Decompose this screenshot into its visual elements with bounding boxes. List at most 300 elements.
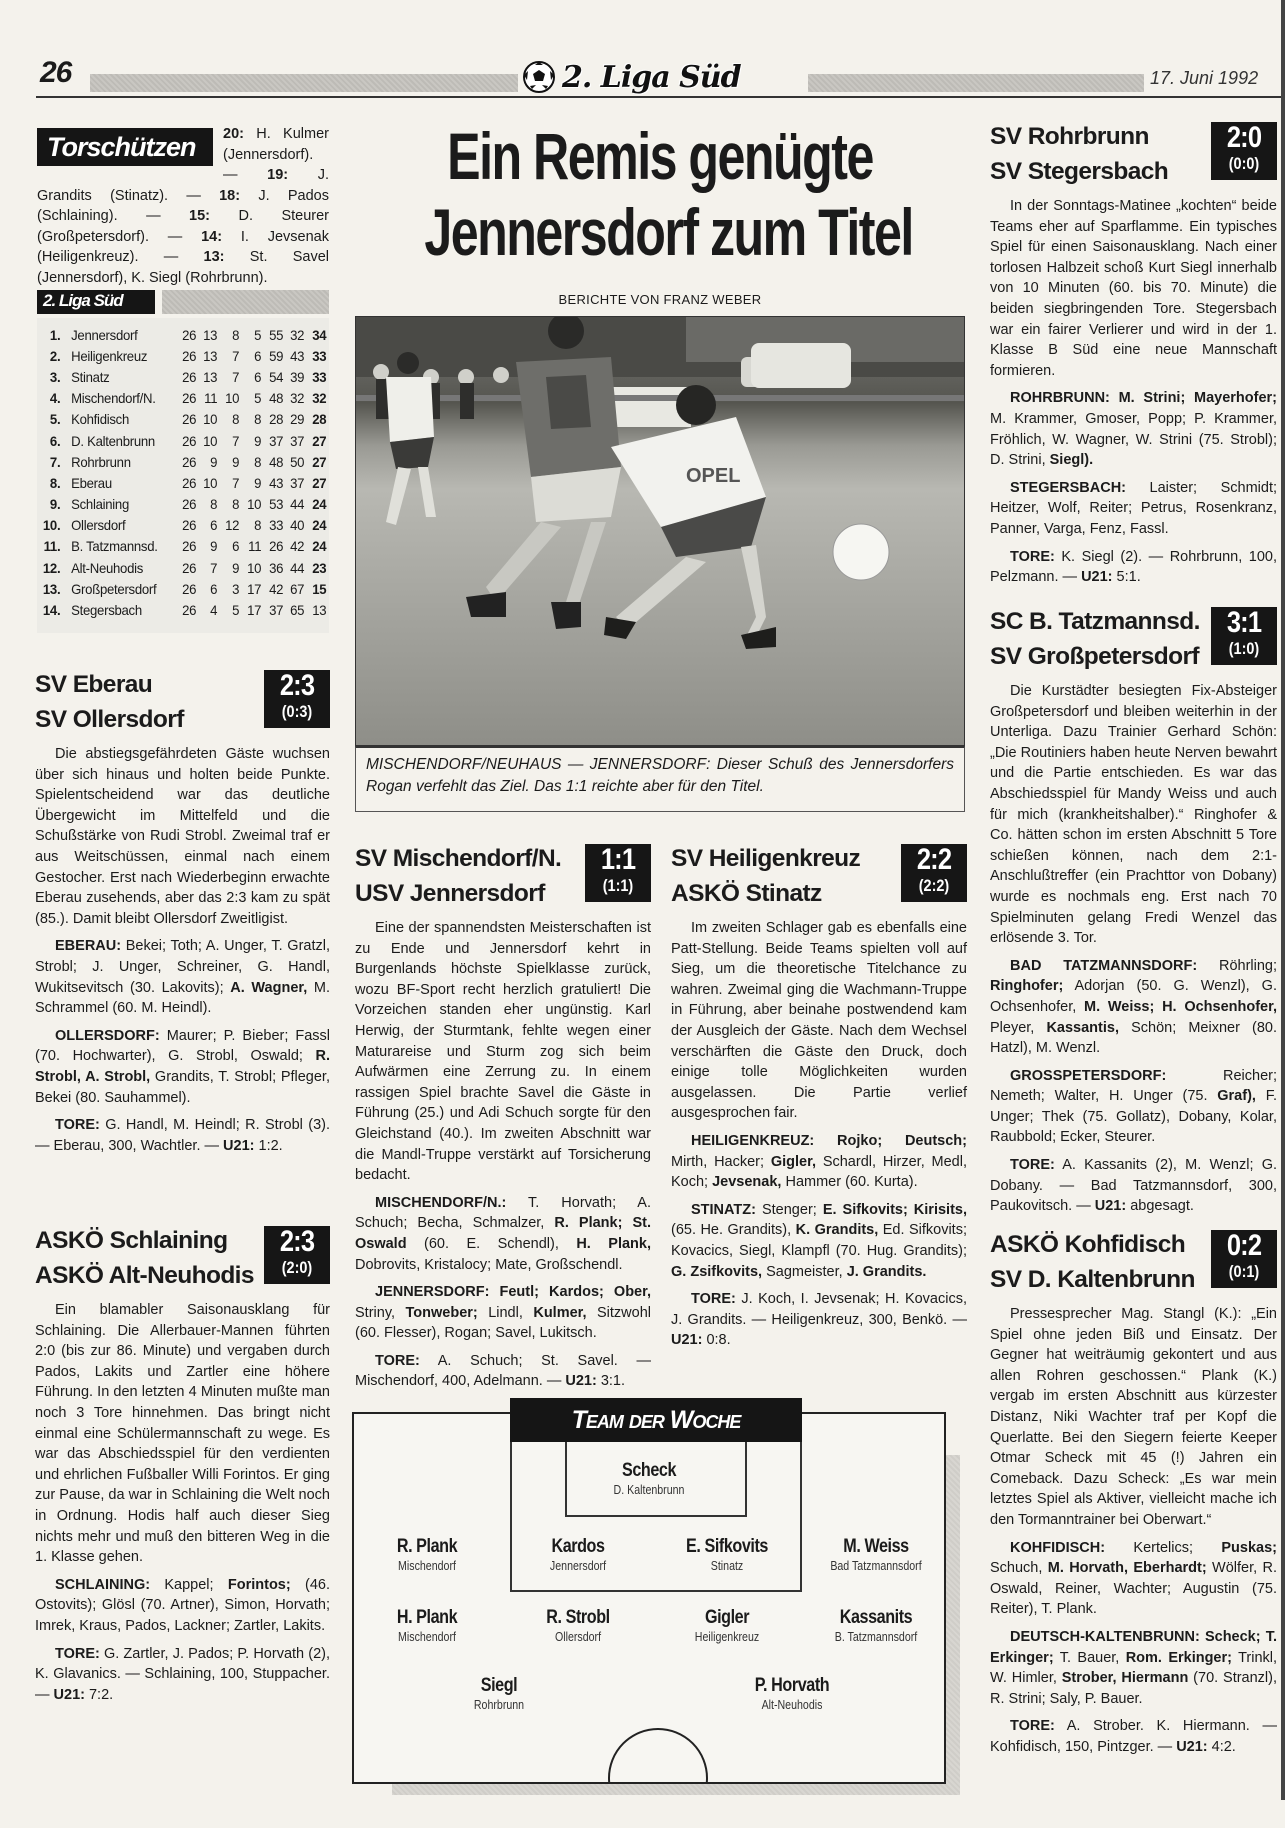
player-club: Stinatz [710, 1559, 744, 1573]
team: Heiligenkreuz [71, 347, 148, 364]
text: In der Sonntags-Matinee „kochten“ beide Teams eher auf Sparflamme. Ein typisches Spiel für einen Saisonausklang. Nach einer torlosen Halbzeit schoß Kurt Siegl innerhalb von 10 Minuten (60. bis 70. Minute) die beiden siegbringenden Tore. Stegersbach war ein fairer Verlierer und wird in der 1. Klasse B Süd eine neue Mannschaft formieren. [990, 198, 1277, 379]
team: Eberau [71, 474, 112, 491]
team-of-week-player [347, 1536, 507, 1574]
headline-line-2: Jennersdorf zum Titel [424, 195, 913, 269]
draws: 6 [232, 538, 240, 555]
standings-title: 2. Liga Süd [37, 290, 155, 314]
wins: 10 [203, 411, 218, 428]
losses: 8 [254, 411, 262, 428]
bold-text: U21: [1094, 1198, 1127, 1215]
draws: 7 [232, 347, 240, 364]
text: Schön; Meixner (80. Hatzl), M. Wenzl. [990, 1019, 1277, 1057]
report-paragraph [990, 547, 1277, 588]
report-paragraph [35, 1115, 330, 1156]
text: Eine der spannendsten Meisterschaften ist zu Ende und Jennersdorf kehrt in Burgenlands höchste Spielklasse zurück, wozu BF-Sport recht herzlich gratuliert! Die Vorzeichen standen eher ungünstig. Karl Herwig, der Sturmtank, fehlte wegen einer Maturareise und Sturm zog sich beim Aufwärmen eine Zerrung zu. In einem rassigen Spiel brachte Savel die Gäste in Führung (25.) und Adi Schuch sorgte für den Gleichstand (40.). Im zweiten Abschnitt war die Mandl-Truppe verstärkt auf Torsicherung bedacht. [355, 920, 651, 1184]
player-name: H. Plank [396, 1607, 458, 1628]
bold-text: 18: [219, 187, 241, 204]
report-paragraph [990, 478, 1277, 540]
away-team: SV Großpetersdorf [990, 643, 1199, 670]
match-heading [990, 603, 1277, 677]
text: (60. E. Schendl), [406, 1235, 577, 1252]
halftime-score: (1:0) [1228, 639, 1260, 658]
points: 27 [312, 453, 327, 470]
text: T. Horvath; A. Schuch; Becha, Schmalzer, [355, 1194, 651, 1232]
text: H. Kulmer (Jennersdorf). — [223, 126, 329, 183]
final-score: 0:2 [1226, 1229, 1262, 1262]
bold-text: GROSSPETERSDORF: [1010, 1067, 1167, 1084]
rank: 11. [43, 538, 61, 555]
bold-text: A. Wagner, [230, 979, 308, 996]
report-paragraph [990, 196, 1277, 381]
standings-table [37, 318, 329, 633]
team-of-week-player [796, 1607, 956, 1645]
goals-for: 37 [268, 432, 283, 449]
home-team: SV Rohrbrunn [990, 123, 1149, 150]
draws: 9 [232, 453, 240, 470]
text: K. Siegl (2). — Rohrbrunn, 100, Pelzmann. — [990, 548, 1277, 586]
team: Stegersbach [71, 602, 142, 619]
player-club: Mischendorf [398, 1559, 456, 1573]
bold-text: 14: [201, 228, 223, 245]
player-club: Mischendorf [398, 1630, 456, 1644]
text: J. Grandits (Stinatz). — [37, 167, 329, 204]
section-logo [522, 58, 802, 96]
losses: 17 [247, 580, 262, 597]
text: Pleyer, [990, 1019, 1047, 1036]
report-paragraph [990, 956, 1277, 1059]
goals-against: 42 [290, 538, 305, 555]
bold-text: STEGERSBACH: [1010, 479, 1127, 496]
bold-text: 20: [223, 126, 244, 142]
text: 4:2. [1207, 1738, 1236, 1755]
report-paragraph [671, 1131, 967, 1193]
text: Sagmeister, [762, 1263, 847, 1280]
player-name: E. Sifkovits [686, 1536, 768, 1557]
text: Schardl, Hirzer, Medl, Koch; [671, 1153, 968, 1191]
points: 33 [312, 347, 327, 364]
goals-against: 50 [290, 453, 305, 470]
bold-text: 15: [189, 208, 211, 224]
rank: 13. [42, 580, 61, 597]
text: Schuch, [990, 1560, 1048, 1577]
section-logo-text: 2. Liga Süd [562, 59, 741, 95]
player-club: Rohrbrunn [473, 1698, 525, 1712]
text: Reicher; Nemeth; Walter, H. Unger (75. [990, 1067, 1277, 1105]
rank: 10. [42, 517, 61, 534]
points: 24 [312, 538, 327, 555]
final-score: 3:1 [1226, 606, 1262, 639]
halftime-score: (1:1) [602, 876, 634, 895]
photo-caption: MISCHENDORF/NEUHAUS — JENNERSDORF: Dieser Schuß des Jennersdorfers Rogan verfehlt das Ziel. Das 1:1 reichte aber für den Titel. [355, 746, 965, 812]
bold-text: KOHFIDISCH: [1010, 1539, 1106, 1556]
rank: 5. [49, 411, 61, 428]
rank: 12. [42, 559, 61, 576]
text: 7:2. [84, 1686, 114, 1703]
losses: 5 [254, 390, 262, 407]
score-box [901, 844, 967, 902]
text: Grandits, T. Strobl; Pfleger, Bekei (80. Sauhammel). [35, 1068, 330, 1106]
losses: 10 [247, 559, 262, 576]
halftime-score: (0:1) [1228, 1262, 1260, 1281]
draws: 9 [232, 559, 240, 576]
match-report-eberau [35, 666, 330, 1163]
goals-against: 37 [290, 474, 305, 491]
player-name: M. Weiss [843, 1536, 909, 1557]
bold-text: R. Plank; St. Oswald [355, 1215, 651, 1252]
team-of-week-player [647, 1536, 807, 1574]
losses: 6 [254, 368, 262, 385]
text: 1:2. [254, 1137, 283, 1154]
goals-for: 48 [268, 453, 283, 470]
away-team: ASKÖ Stinatz [671, 880, 822, 907]
rank: 8. [49, 474, 61, 491]
standings-row [37, 409, 329, 430]
team: Jennersdorf [71, 326, 138, 343]
bold-text: STINATZ: [691, 1201, 756, 1218]
points: 34 [312, 326, 327, 343]
text: Dobrovits, Kristalocy; Mate, Großschendl. [355, 1256, 623, 1273]
home-team: SV Eberau [35, 671, 153, 698]
player-club: Bad Tatzmannsdorf [830, 1559, 922, 1573]
text: F. Unger; Thek (75. Gollatz), Dobany, Kolar, Raubbold; Ecker, Steurer. [990, 1088, 1277, 1146]
standings-row [37, 599, 329, 620]
games: 26 [181, 602, 196, 619]
text: St. Savel (Jennersdorf), K. Siegl (Rohrbrunn). [37, 249, 329, 286]
match-heading [35, 1222, 330, 1296]
points: 23 [312, 559, 327, 576]
text: Pressesprecher Mag. Stangl (K.): „Ein Spiel ohne jeden Biß und Einsatz. Der Gegner hat weiträumig gekontert und aus allen Rohren geschossen.“ Plank (K.) vergab im ersten Abschnitt aus kürzester Distanz, Niki Wachter traf per Kopf die Querlatte. Bei den Siegern feierte Keeper Otmar Scheck mit 45 (!) Jahren ein Comeback. Dazu Scheck: „Es war mein letztes Spiel als Aktiver, vielleicht mache ich den Tormanntrainer bei Oberwart.“ [990, 1306, 1277, 1528]
text: Adorjan (50. G. Wenzl), G. Ochsenhofer, [990, 978, 1277, 1015]
text: I. Jevsenak (Heiligenkreuz). — [37, 228, 329, 265]
losses: 11 [248, 538, 262, 555]
text: D. Steurer (Großpetersdorf). — [37, 208, 330, 245]
goals-for: 33 [268, 517, 283, 534]
games: 26 [181, 411, 196, 428]
rank: 7. [49, 453, 61, 470]
text: Bekei; Toth; A. Unger, T. Gratzl, Strobl; J. Unger, Schreiner, G. Handl, Wukitsevitsch (30. Lakovits); [35, 938, 330, 996]
bold-text: Graf), [1217, 1088, 1256, 1105]
page-number: 26 [40, 56, 72, 89]
wins: 10 [203, 432, 218, 449]
games: 26 [181, 517, 196, 534]
goals-for: 36 [268, 559, 283, 576]
away-team: USV Jennersdorf [355, 880, 545, 907]
wins: 4 [210, 602, 218, 619]
bold-text: TORE: [375, 1352, 420, 1369]
report-paragraph [990, 1304, 1277, 1531]
report-paragraph [355, 918, 651, 1186]
wins: 9 [210, 538, 218, 555]
bold-text: E. Sifkovits; Kirisits, [822, 1201, 967, 1218]
bold-text: Kassantis, [1046, 1019, 1119, 1036]
text: Röhrling; [1197, 957, 1277, 974]
match-heading [990, 118, 1277, 192]
text: (70. Stranzl), R. Strini; Saly, P. Bauer. [990, 1670, 1278, 1707]
standings-row [37, 324, 329, 345]
score-box [1211, 1230, 1277, 1288]
text: Maurer; P. Bieber; Fassl (70. Hochwarter), G. Strobl, Oswald; [35, 1027, 330, 1065]
halftime-score: (2:0) [281, 1258, 313, 1277]
match-photo-image [356, 317, 965, 746]
match-report-mischendorf [355, 840, 651, 1399]
wins: 8 [210, 496, 218, 513]
team: Rohrbrunn [71, 453, 131, 470]
standings-row [37, 472, 329, 493]
bold-text: OLLERSDORF: [55, 1027, 160, 1044]
header-bar-left [90, 74, 518, 92]
bold-text: TORE: [55, 1117, 100, 1134]
goals-against: 65 [290, 602, 305, 619]
goals-against: 44 [290, 559, 305, 576]
bold-text: 19: [267, 167, 289, 183]
score-box [1211, 607, 1277, 665]
bold-text: U21: [565, 1373, 597, 1390]
team-of-week-player [796, 1536, 956, 1574]
points: 15 [312, 580, 327, 597]
home-team: ASKÖ Kohfidisch [990, 1231, 1186, 1258]
bold-text: EBERAU: [55, 938, 122, 955]
goals-against: 32 [290, 326, 305, 343]
points: 32 [312, 390, 327, 407]
report-paragraph [35, 1575, 330, 1637]
text: Stenger; [755, 1201, 823, 1218]
bold-text: SCHLAINING: [55, 1576, 151, 1593]
bold-text: Tonweber; [405, 1304, 478, 1321]
team: Alt-Neuhodis [71, 559, 144, 576]
final-score: 2:3 [279, 669, 315, 702]
team: Stinatz [71, 368, 110, 385]
report-paragraph [671, 1200, 967, 1282]
match-report-heiligenkreuz [671, 840, 967, 1358]
team: Ollersdorf [71, 517, 126, 534]
losses: 8 [254, 517, 262, 534]
match-heading [35, 666, 330, 740]
player-name: Kardos [551, 1536, 605, 1557]
issue-date: 17. Juni 1992 [1150, 68, 1259, 88]
points: 27 [312, 474, 327, 491]
report-paragraph [355, 1193, 651, 1275]
report-paragraph [35, 1644, 330, 1706]
bold-text: U21: [1176, 1738, 1208, 1755]
team: Kohfidisch [71, 411, 130, 428]
team-of-week-player [712, 1675, 872, 1713]
games: 26 [181, 347, 196, 364]
bold-text: M. Weiss; H. Ochsenhofer, [1084, 998, 1277, 1015]
text: Sitzwohl (60. Flesser), Rogan; Savel, Lukitsch. [355, 1304, 651, 1342]
team-of-week-player [347, 1607, 507, 1645]
games: 26 [181, 538, 196, 555]
text: Ein blamabler Saisonausklang für Schlaining. Die Allerbauer-Mannen führten 2:0 (bis zur 86. Minute) und vergaben durch Pados, Lakits und Zartler eine höhere Führung. In den letzten 4 Minuten mußte man noch 3 Tore hinnehmen. Das bringt nicht einmal eine Schülermannschaft zu wege. Es war das Abschiedsspiel für den verdienten und ehrlichen Fußballer Willi Forintos. Er ging zur Pause, da war in Schlaining die Welt noch in Ordnung. Hodis half auch dieser Sieg nichts mehr und muß den bitteren Weg in die 1. Klasse gehen. [35, 1302, 330, 1566]
wins: 13 [203, 347, 218, 364]
bold-text: M. Horvath, Eberhardt; [1047, 1560, 1207, 1577]
rank: 4. [49, 390, 61, 407]
standings-row [37, 388, 329, 409]
standings-row [37, 578, 329, 599]
player-name: R. Plank [396, 1536, 458, 1557]
bold-text: J. Grandits. [846, 1263, 927, 1280]
bold-text: DEUTSCH-KALTENBRUNN: Scheck; T. Erkinger; [990, 1628, 1277, 1666]
home-team: SV Heiligenkreuz [671, 845, 861, 872]
standings-row [37, 451, 329, 472]
draws: 5 [232, 602, 240, 619]
final-score: 2:0 [1226, 121, 1262, 154]
games: 26 [181, 390, 196, 407]
bold-text: U21: [671, 1332, 703, 1349]
standings-row [37, 430, 329, 451]
team: B. Tatzmannsd. [71, 538, 158, 555]
text: (65. He. Grandits), [671, 1222, 796, 1239]
games: 26 [181, 496, 196, 513]
team: Großpetersdorf [71, 580, 157, 597]
player-name: P. Horvath [754, 1675, 830, 1696]
bold-text: H. Plank, [576, 1235, 651, 1252]
standings-row [37, 366, 329, 387]
wins: 7 [210, 559, 218, 576]
losses: 9 [254, 474, 262, 491]
report-paragraph [990, 388, 1277, 470]
wins: 13 [203, 326, 218, 343]
bold-text: Rom. Erkinger; [1125, 1649, 1232, 1666]
points: 13 [312, 602, 327, 619]
match-photo [355, 316, 965, 746]
text: M. Schrammel (60. M. Heindl). [35, 979, 330, 1017]
team-of-week-player [647, 1607, 807, 1645]
score-box [1211, 122, 1277, 180]
goals-against: 43 [290, 347, 305, 364]
standings-row [37, 494, 329, 515]
goals-for: 26 [268, 538, 283, 555]
report-paragraph [671, 1289, 967, 1351]
rank: 3. [49, 368, 61, 385]
player-name: R. Strobl [546, 1607, 610, 1628]
games: 26 [181, 432, 196, 449]
text: Kappel; [150, 1576, 228, 1593]
draws: 8 [232, 326, 240, 343]
bold-text: U21: [1081, 569, 1113, 586]
player-club: Ollersdorf [554, 1630, 602, 1644]
header-bar-right [808, 74, 1144, 92]
bold-text: K. Grandits, [795, 1222, 879, 1239]
svg-text:OPEL: OPEL [686, 465, 741, 487]
games: 26 [181, 559, 196, 576]
draws: 3 [232, 580, 240, 597]
bold-text: ROHRBRUNN: M. Strini; Mayerhofer; [1010, 390, 1277, 407]
team: Mischendorf/N. [71, 390, 156, 407]
games: 26 [181, 453, 196, 470]
goals-against: 32 [290, 390, 305, 407]
bold-text: Gigler, [770, 1153, 816, 1170]
bold-text: G. Zsifkovits, [671, 1263, 763, 1280]
wins: 10 [203, 474, 218, 491]
player-club: Alt-Neuhodis [761, 1698, 823, 1712]
report-paragraph [990, 1716, 1277, 1757]
text: Die abstiegsgefährdeten Gäste wuchsen über sich hinaus und holten beide Punkte. Spielentscheidend war das deutliche Übergewicht im Mittelfeld und die Schußstärke von Rudi Strobl. Zweimal traf er aus Weitschüssen, einmal nach einem Gestocher. Erst nach Wiederbeginn erwachte Eberau zusehends, aber das 2:3 kam zu spät (85.). Damit bleibt Ollersdorf Zweitligist. [35, 746, 330, 927]
text: Hammer (60. Kurta). [781, 1174, 918, 1191]
bold-text: U21: [223, 1137, 255, 1154]
draws: 7 [232, 368, 240, 385]
draws: 7 [232, 474, 240, 491]
wins: 11 [204, 390, 218, 407]
losses: 6 [254, 347, 262, 364]
report-paragraph [355, 1282, 651, 1344]
final-score: 2:2 [916, 843, 952, 876]
rank: 2. [49, 347, 61, 364]
text: Lindl, [477, 1304, 534, 1321]
text: A. Schuch; St. Savel. — Mischendorf, 400, Adelmann. — [355, 1352, 651, 1390]
match-report-tatzmannsdorf [990, 603, 1277, 1224]
points: 33 [312, 368, 327, 385]
report-paragraph [990, 1627, 1277, 1709]
score-box [264, 670, 330, 728]
bold-text: TORE: [1010, 548, 1055, 565]
away-team: ASKÖ Alt-Neuhodis [35, 1262, 254, 1289]
match-heading [990, 1226, 1277, 1300]
goals-against: 67 [290, 580, 305, 597]
standings-row [37, 557, 329, 578]
halftime-score: (0:3) [281, 702, 313, 721]
page-edge-shadow [1281, 0, 1285, 1800]
losses: 10 [247, 496, 262, 513]
losses: 8 [254, 453, 262, 470]
text: M. Krammer, Gmoser, Popp; P. Krammer, Fröhlich, W. Wagner, W. Strini (75. Strobl); D. Strini, [990, 410, 1277, 469]
wins: 6 [210, 580, 218, 597]
goals-against: 39 [290, 368, 305, 385]
games: 26 [181, 368, 196, 385]
bold-text: MISCHENDORF/N.: [375, 1194, 507, 1211]
games: 26 [181, 326, 196, 343]
bold-text: 13: [203, 249, 225, 265]
center-circle-arc [608, 1728, 708, 1828]
team: D. Kaltenbrunn [71, 432, 155, 449]
bold-text: Forintos; [227, 1576, 291, 1593]
halftime-score: (2:2) [918, 876, 950, 895]
bold-text: U21: [53, 1686, 85, 1703]
report-paragraph [990, 1155, 1277, 1217]
goals-for: 37 [268, 602, 283, 619]
header-rule [36, 96, 1281, 98]
player-name: Scheck [621, 1460, 677, 1481]
team-of-week-player [498, 1536, 658, 1574]
report-paragraph [990, 1538, 1277, 1620]
wins: 6 [210, 517, 218, 534]
byline: BERICHTE VON FRANZ WEBER [558, 292, 762, 307]
report-paragraph [990, 1066, 1277, 1148]
bold-text: Ringhofer; [990, 978, 1064, 995]
report-paragraph [671, 918, 967, 1124]
team-of-week-player [498, 1607, 658, 1645]
score-box [264, 1226, 330, 1284]
final-score: 2:3 [279, 1225, 315, 1258]
text: Laister; Schmidt; Heitzer, Wolf, Reiter; Petrus, Rosenkranz, Panner, Varga, Fenz, Fassl. [990, 479, 1277, 537]
text: (46. Ostovits); Glösl (70. Artner), Simon, Horvath; Imrek, Kraus, Pados, Lackner; Zartler, Lakits. [35, 1576, 330, 1634]
points: 27 [312, 432, 327, 449]
team-of-week-player [419, 1675, 579, 1713]
report-paragraph [35, 744, 330, 929]
away-team: SV Ollersdorf [35, 706, 184, 733]
top-scorers-title: Torschützen [37, 128, 213, 166]
goals-against: 37 [290, 432, 305, 449]
team: Schlaining [71, 496, 130, 513]
text: G. Zartler, J. Pados; P. Horvath (2), K. Glavanics. — Schlaining, 100, Stuppacher. — [35, 1645, 330, 1703]
text: Trinkl, W. Himler, [990, 1649, 1278, 1687]
standings-row [37, 536, 329, 557]
text: 0:8. [702, 1332, 731, 1349]
goals-against: 29 [290, 411, 305, 428]
goals-for: 54 [268, 368, 283, 385]
player-club: D. Kaltenbrunn [613, 1483, 685, 1497]
bold-text: TORE: [1010, 1157, 1055, 1174]
bold-text: BAD TATZMANNSDORF: [1010, 957, 1198, 974]
